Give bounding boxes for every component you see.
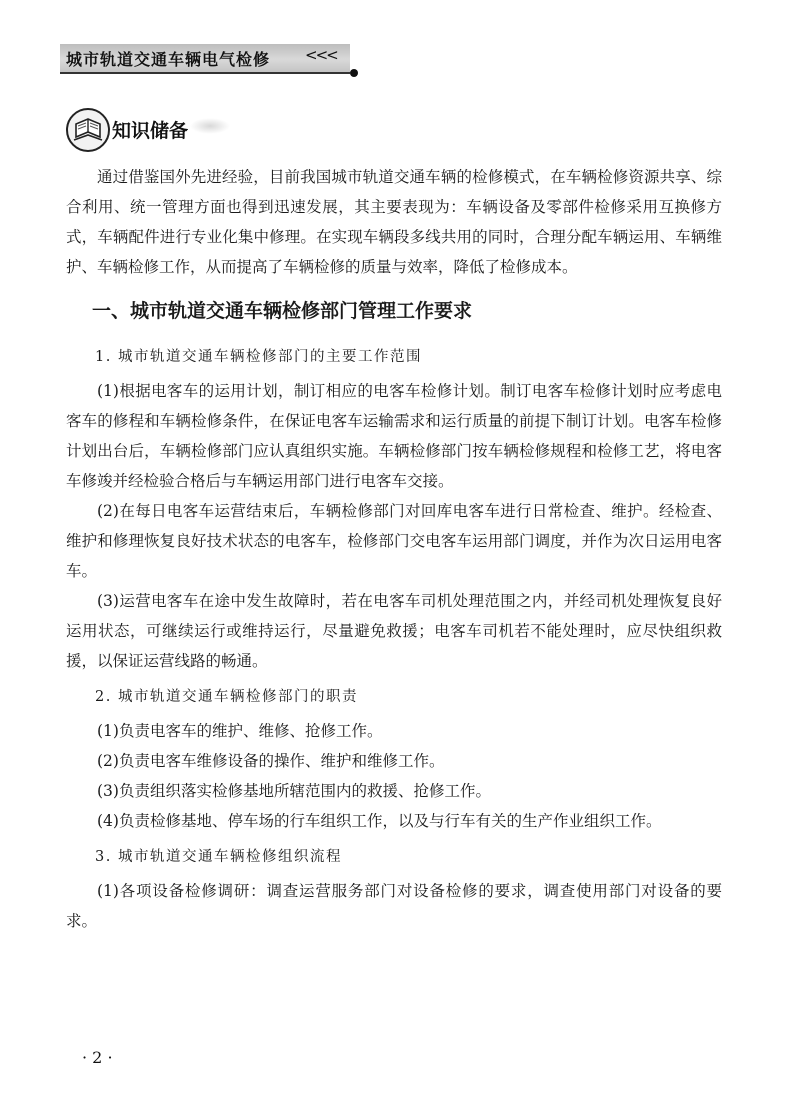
paragraph-1-2: (2)在每日电客车运营结束后，车辆检修部门对回库电客车进行日常检查、维护。经检查、维护和修理恢复良好技术状态的电客车，检修部门交电客车运用部门调度，并作为次日运用电客车。: [66, 502, 722, 580]
section-heading-1: 一、城市轨道交通车辆检修部门管理工作要求: [92, 300, 473, 322]
decorative-smudge: [190, 118, 230, 134]
paragraph-2-1: (1)负责电客车的维护、维修、抢修工作。: [97, 722, 383, 740]
page-number: · 2 ·: [82, 1048, 113, 1067]
paragraph-2-4: (4)负责检修基地、停车场的行车组织工作，以及与行车有关的生产作业组织工作。: [97, 812, 662, 830]
subheading-2: 2. 城市轨道交通车辆检修部门的职责: [95, 689, 358, 705]
running-header-rule: [60, 72, 350, 74]
subheading-1: 1. 城市轨道交通车辆检修部门的主要工作范围: [95, 349, 422, 365]
paragraph-2-2: (2)负责电客车维修设备的操作、维护和维修工作。: [97, 752, 445, 770]
main-content: [66, 162, 722, 936]
running-header-title: 城市轨道交通车辆电气检修: [66, 50, 271, 69]
running-header-chevrons: <<<: [305, 46, 337, 64]
intro-paragraph: 通过借鉴国外先进经验，目前我国城市轨道交通车辆的检修模式，在车辆检修资源共享、综合利用、统一管理方面也得到迅速发展，其主要表现为：车辆设备及零部件检修采用互换修方式，车辆配件进行专业化集中修理。在实现车辆段多线共用的同时，合理分配车辆运用、车辆维护、车辆检修工作，从而提高了车辆检修的质量与效率，降低了检修成本。: [66, 168, 722, 276]
paragraph-1-3: (3)运营电客车在途中发生故障时，若在电客车司机处理范围之内，并经司机处理恢复良好运用状态，可继续运行或维持运行，尽量避免救援；电客车司机若不能处理时，应尽快组织救援，以保证运营线路的畅通。: [66, 592, 722, 670]
book-icon: [66, 108, 110, 152]
section-label-knowledge: 知识储备: [112, 120, 189, 142]
subheading-3: 3. 城市轨道交通车辆检修组织流程: [95, 849, 342, 865]
paragraph-3-1: (1)各项设备检修调研：调查运营服务部门对设备检修的要求，调查使用部门对设备的要求。: [66, 882, 722, 930]
paragraph-1-1: (1)根据电客车的运用计划，制订相应的电客车检修计划。制订电客车检修计划时应考虑电客车的修程和车辆检修条件，在保证电客车运输需求和运行质量的前提下制订计划。电客车检修计划出台后，车辆检修部门应认真组织实施。车辆检修部门按车辆检修规程和检修工艺，将电客车修竣并经检验合格后与车辆运用部门进行电客车交接。: [66, 382, 722, 490]
paragraph-2-3: (3)负责组织落实检修基地所辖范围内的救援、抢修工作。: [97, 782, 491, 800]
running-header-dot: [350, 69, 358, 77]
